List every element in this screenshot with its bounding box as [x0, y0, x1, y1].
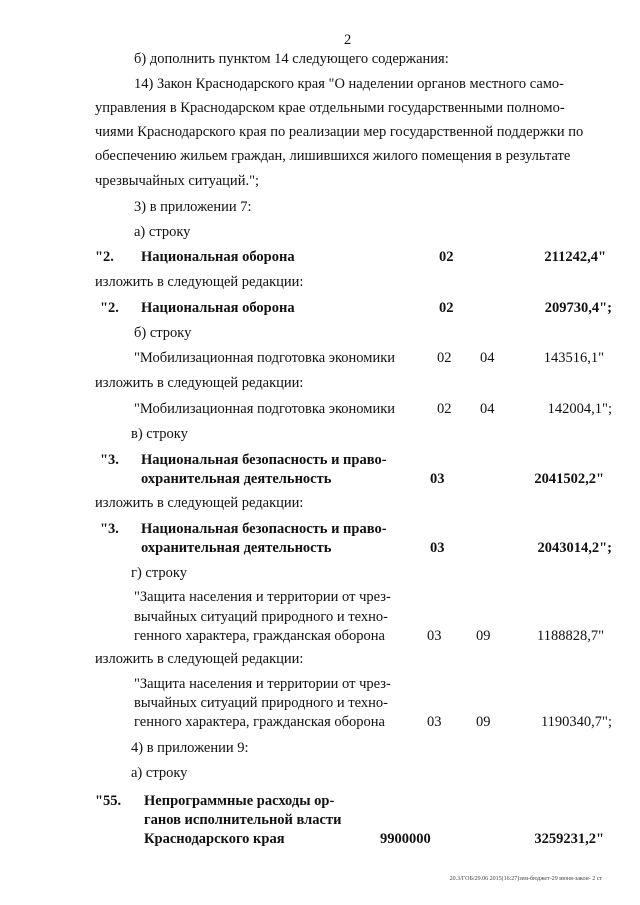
- row-number: "3.: [100, 452, 119, 468]
- row-name: вычайных ситуаций природного и техно-: [134, 695, 388, 711]
- row-value: 209730,4";: [544, 300, 612, 316]
- row-name: ганов исполнительной власти: [144, 812, 342, 828]
- row-code: 02: [437, 401, 452, 417]
- section-heading: 4) в приложении 9:: [131, 740, 249, 756]
- row-name: Национальная оборона: [141, 300, 295, 316]
- paragraph-line: 14) Закон Краснодарского края "О наделении органов местного само-: [134, 76, 565, 92]
- row-code: 02: [439, 249, 454, 265]
- paragraph-line: чиями Краснодарского края по реализации мер государственной поддержки по: [95, 124, 584, 140]
- row-number: "2.: [100, 300, 119, 316]
- row-code: 03: [427, 714, 442, 730]
- row-code: 9900000: [380, 831, 431, 847]
- row-code: 02: [439, 300, 454, 316]
- row-number: "2.: [95, 249, 114, 265]
- row-label: а) строку: [134, 224, 191, 240]
- row-number: "55.: [95, 793, 122, 809]
- row-value: 211242,4": [544, 249, 606, 265]
- row-subcode: 09: [476, 714, 491, 730]
- row-name: охранительная деятельность: [141, 471, 332, 487]
- row-subcode: 09: [476, 628, 491, 644]
- row-value: 143516,1": [543, 350, 604, 366]
- row-value: 1188828,7": [536, 628, 604, 644]
- row-name: "Защита населения и территории от чрез-: [134, 589, 391, 605]
- row-subcode: 04: [480, 401, 495, 417]
- row-name: "Мобилизационная подготовка экономики: [134, 401, 396, 417]
- row-name: вычайных ситуаций природного и техно-: [134, 609, 388, 625]
- restate-label: изложить в следующей редакции:: [95, 651, 304, 667]
- paragraph-line: чрезвычайных ситуаций.";: [95, 173, 260, 189]
- row-number: "3.: [100, 521, 119, 537]
- row-name: охранительная деятельность: [141, 540, 332, 556]
- row-name: Национальная безопасность и право-: [141, 452, 387, 468]
- row-label: г) строку: [131, 565, 187, 581]
- row-label: в) строку: [131, 426, 188, 442]
- row-name: Непрограммные расходы ор-: [144, 793, 335, 809]
- row-code: 03: [430, 471, 445, 487]
- row-value: 3259231,2": [534, 831, 604, 847]
- section-heading: 3) в приложении 7:: [134, 199, 252, 215]
- footer-note: 20.3/ГОБ/29.06 2015(16:27)зем-бюджет-29 июня-закон- 2 ст: [449, 876, 602, 882]
- restate-label: изложить в следующей редакции:: [95, 375, 304, 391]
- row-name: Национальная безопасность и право-: [141, 521, 387, 537]
- paragraph-line: обеспечению жильем граждан, лишившихся жилого помещения в результате: [95, 148, 571, 164]
- row-value: 2041502,2": [534, 471, 604, 487]
- row-name: Краснодарского края: [144, 831, 285, 847]
- paragraph-line: управления в Краснодарском крае отдельными государственными полномо-: [95, 100, 565, 116]
- row-value: 2043014,2";: [537, 540, 612, 556]
- row-code: 02: [437, 350, 452, 366]
- row-name: генного характера, гражданская оборона: [134, 628, 385, 644]
- row-name: "Мобилизационная подготовка экономики: [134, 350, 396, 366]
- row-name: "Защита населения и территории от чрез-: [134, 676, 391, 692]
- row-value: 1190340,7";: [540, 714, 612, 730]
- row-label: а) строку: [131, 765, 188, 781]
- restate-label: изложить в следующей редакции:: [95, 495, 304, 511]
- row-code: 03: [427, 628, 442, 644]
- row-label: б) строку: [134, 325, 192, 341]
- row-name: Национальная оборона: [141, 249, 295, 265]
- row-name: генного характера, гражданская оборона: [134, 714, 385, 730]
- row-code: 03: [430, 540, 445, 556]
- intro-line: б) дополнить пунктом 14 следующего содержания:: [134, 51, 449, 67]
- restate-label: изложить в следующей редакции:: [95, 274, 304, 290]
- page-number: 2: [344, 32, 352, 48]
- row-subcode: 04: [480, 350, 495, 366]
- row-value: 142004,1";: [547, 401, 612, 417]
